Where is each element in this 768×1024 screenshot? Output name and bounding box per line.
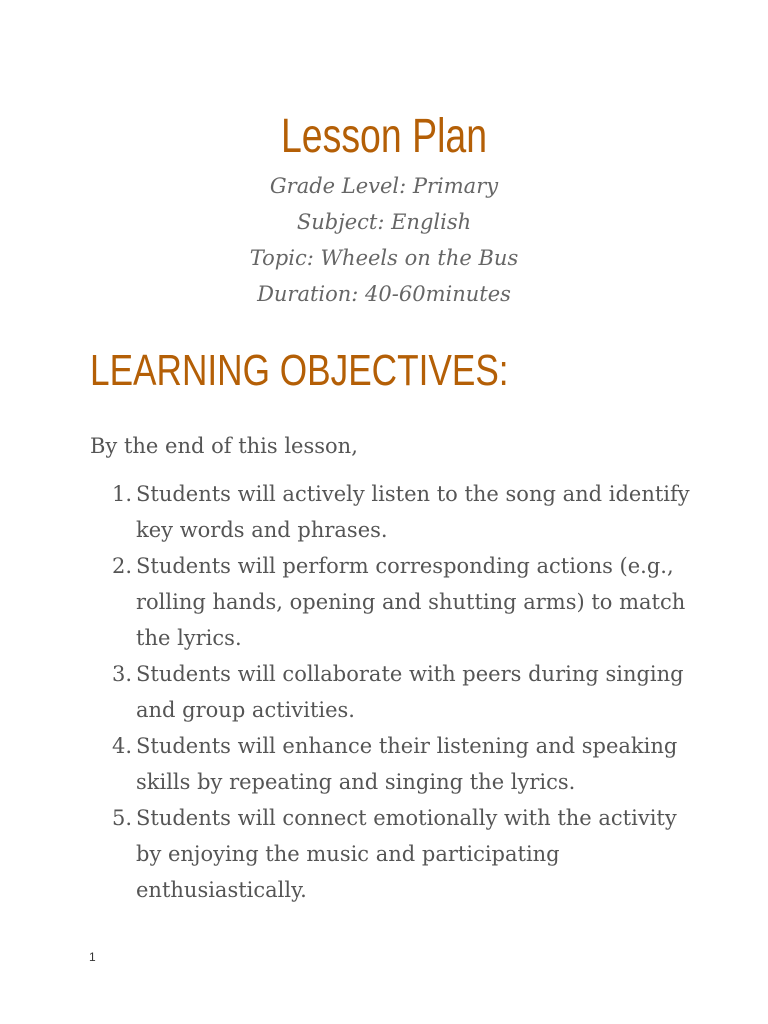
lesson-meta — [0, 168, 768, 312]
intro-text: By the end of this lesson, — [90, 434, 358, 458]
section-heading: LEARNING OBJECTIVES: — [90, 346, 509, 395]
list-item-number: 1. — [111, 482, 132, 506]
list-item — [90, 656, 690, 728]
topic: Topic: Wheels on the Bus — [249, 246, 519, 270]
list-item-number: 3. — [111, 662, 132, 686]
list-item-text: Students will enhance their listening and speaking skills by repeating and singing the lyrics. — [136, 734, 678, 794]
list-item-number: 4. — [111, 734, 132, 758]
objectives-list — [90, 476, 690, 908]
grade-level: Grade Level: Primary — [269, 174, 499, 198]
list-item — [90, 800, 690, 908]
page-number: 1 — [89, 950, 96, 964]
list-item — [90, 548, 690, 656]
list-item-number: 2. — [111, 554, 132, 578]
list-item-text: Students will perform corresponding actions (e.g., rolling hands, opening and shutting arms) to match the lyrics. — [136, 554, 686, 650]
list-item-text: Students will connect emotionally with the activity by enjoying the music and participating enthusiastically. — [136, 806, 677, 902]
list-item-text: Students will actively listen to the song and identify key words and phrases. — [136, 482, 690, 542]
list-item — [90, 476, 690, 548]
list-item-text: Students will collaborate with peers during singing and group activities. — [136, 662, 684, 722]
duration: Duration: 40-60minutes — [257, 282, 511, 306]
document-title: Lesson Plan — [280, 110, 488, 163]
list-item-number: 5. — [111, 806, 132, 830]
list-item — [90, 728, 690, 800]
subject: Subject: English — [296, 210, 472, 234]
